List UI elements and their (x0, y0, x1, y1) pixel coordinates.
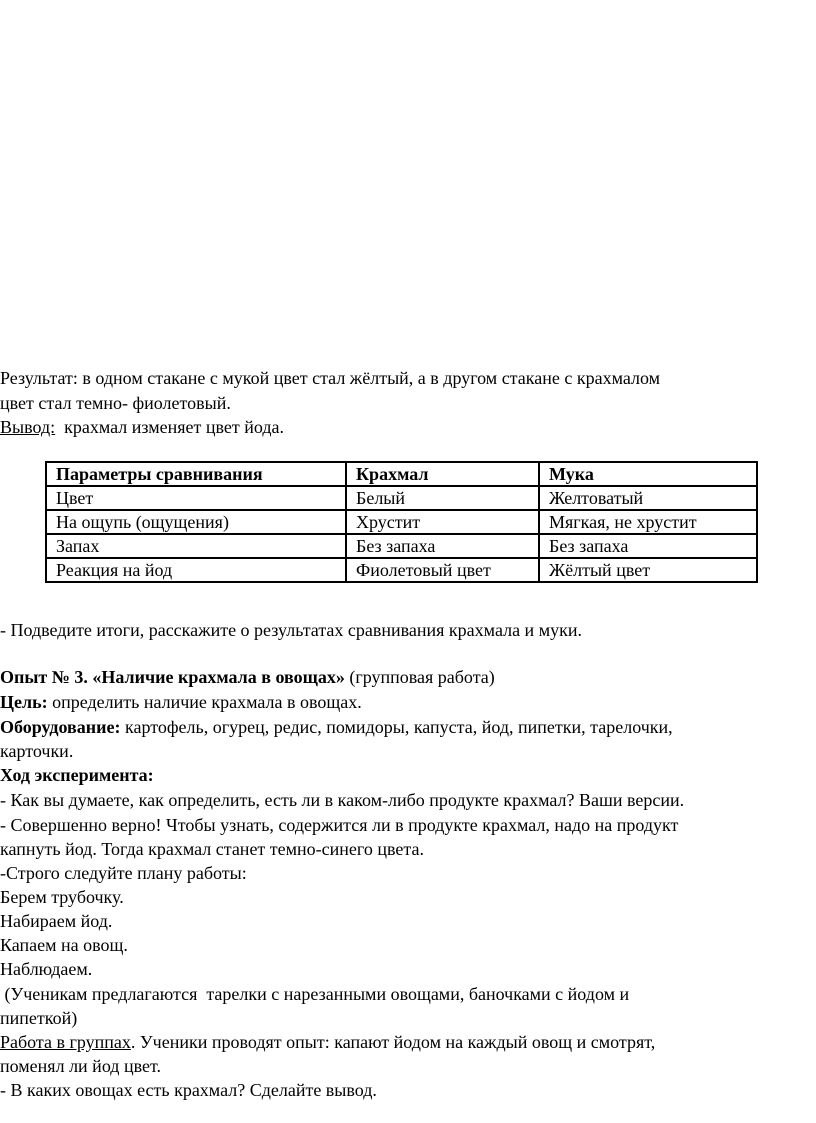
process-line: Берем трубочку. (0, 887, 124, 907)
header-starch: Крахмал (346, 462, 539, 486)
process-line: Наблюдаем. (0, 959, 93, 979)
table-cell: Жёлтый цвет (539, 558, 757, 582)
process-line: - Совершенно верно! Чтобы узнать, содержится ли в продукте крахмал, надо на продукт (0, 815, 679, 835)
groupwork-line (0, 1031, 655, 1053)
process-line: пипеткой) (0, 1008, 78, 1028)
groupwork-line-2: поменял ли йод цвет. (0, 1056, 161, 1076)
table-cell: Мягкая, не хрустит (539, 510, 757, 534)
header-flour: Мука (539, 462, 757, 486)
experiment-title-bold: Опыт № 3. «Наличие крахмала в овощах» (0, 667, 345, 687)
table-cell: На ощупь (ощущения) (46, 510, 346, 534)
conclusion-text: крахмал изменяет цвет йода. (55, 417, 285, 437)
equipment-label: Оборудование: (0, 717, 121, 737)
goal-label: Цель: (0, 692, 48, 712)
groupwork-text: . Ученики проводят опыт: капают йодом на каждый овощ и смотрят, (130, 1032, 656, 1052)
table-header-row (46, 462, 757, 486)
table-row (46, 510, 757, 534)
table-row (46, 534, 757, 558)
equipment-line-1 (0, 716, 673, 738)
table-cell: Фиолетовый цвет (346, 558, 539, 582)
process-line: (Ученикам предлагаются тарелки с нарезанными овощами, баночками с йодом и (0, 984, 630, 1004)
comparison-table (45, 461, 758, 583)
conclusion-label: Вывод: (0, 417, 56, 437)
process-label: Ход эксперимента: (0, 765, 154, 785)
table-row (46, 486, 757, 510)
table-cell: Желтоватый (539, 486, 757, 510)
table-cell: Запах (46, 534, 346, 558)
groupwork-label: Работа в группах (0, 1032, 131, 1052)
conclusion (0, 416, 284, 438)
experiment-title (0, 666, 495, 688)
process-line: -Строго следуйте плану работы: (0, 863, 247, 883)
table-cell: Без запаха (346, 534, 539, 558)
table-cell: Цвет (46, 486, 346, 510)
goal-line (0, 691, 362, 713)
process-line: Набираем йод. (0, 911, 113, 931)
process-line: Капаем на овощ. (0, 935, 128, 955)
process-line: капнуть йод. Тогда крахмал станет темно-синего цвета. (0, 839, 424, 859)
equipment-text: картофель, огурец, редис, помидоры, капуста, йод, пипетки, тарелочки, (120, 717, 673, 737)
goal-text: определить наличие крахмала в овощах. (47, 692, 362, 712)
table-cell: Без запаха (539, 534, 757, 558)
summary-instruction: - Подведите итоги, расскажите о результатах сравнивания крахмала и муки. (0, 620, 582, 640)
result-line-2: цвет стал темно- фиолетовый. (0, 393, 231, 413)
equipment-line-2: карточки. (0, 741, 74, 761)
table-cell: Реакция на йод (46, 558, 346, 582)
table-cell: Белый (346, 486, 539, 510)
result-line-1: Результат: в одном стакане с мукой цвет стал жёлтый, а в другом стакане с крахмалом (0, 368, 661, 388)
table-row (46, 558, 757, 582)
experiment-title-note: (групповая работа) (344, 667, 495, 687)
table-cell: Хрустит (346, 510, 539, 534)
final-question: - В каких овощах есть крахмал? Сделайте вывод. (0, 1080, 377, 1100)
process-heading (0, 764, 154, 786)
process-line: - Как вы думаете, как определить, есть ли в каком-либо продукте крахмал? Ваши версии. (0, 790, 685, 810)
header-parameters: Параметры сравнивания (46, 462, 346, 486)
